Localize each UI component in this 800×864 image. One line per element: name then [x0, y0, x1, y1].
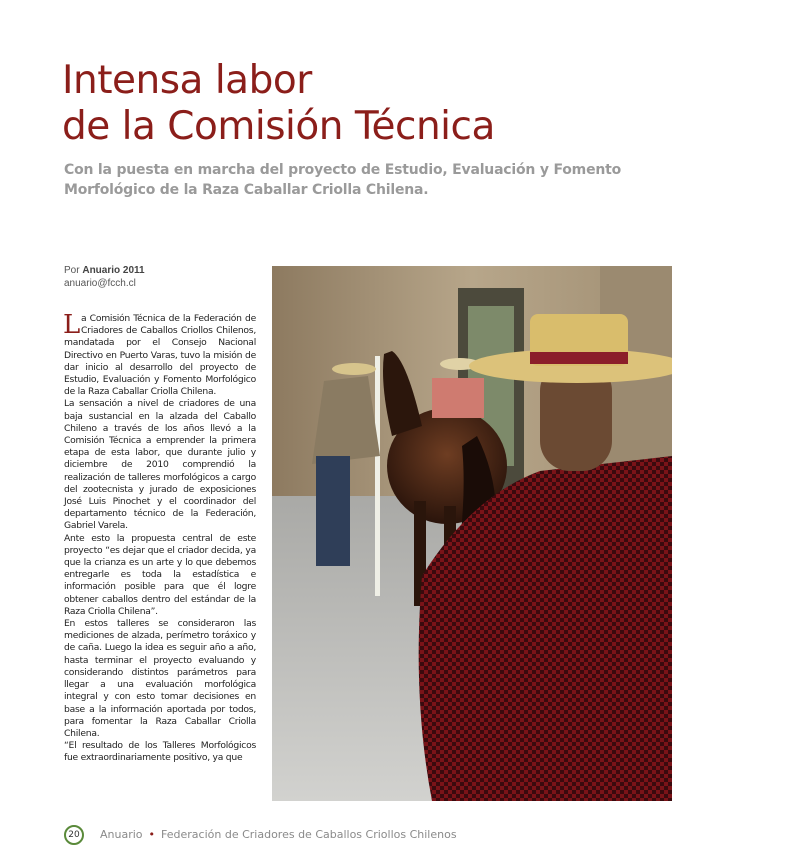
title-line-2: de la Comisión Técnica	[62, 104, 495, 149]
title-line-1: Intensa labor	[62, 58, 312, 103]
article-photo	[272, 266, 672, 801]
footer-publication: Anuario	[100, 828, 143, 841]
man-right-hat-band	[530, 352, 628, 364]
man-left-legs	[316, 456, 350, 566]
paragraph-5: “El resultado de los Talleres Morfológicos fue extraordinariamente positivo, ya que	[64, 740, 256, 764]
byline-author: Anuario 2011	[82, 265, 145, 276]
page-footer	[64, 826, 764, 846]
measuring-stick	[375, 356, 380, 596]
footer-text	[100, 828, 457, 841]
article-title	[62, 58, 495, 150]
subtitle-line-2: Morfológico de la Raza Caballar Criolla Chilena.	[64, 182, 429, 198]
man-left-hat	[332, 363, 376, 375]
drop-cap: L	[63, 310, 81, 340]
byline	[64, 264, 145, 290]
article-subtitle	[64, 160, 664, 200]
paragraph-3: Ante esto la propuesta central de este proyecto “es dejar que el criador decida, ya que la crianza es un arte y lo que debemos entregarle es toda la estadística e información posible para que él logre obtener caballos dentro del estándar de la Raza Criolla Chilena”.	[64, 532, 256, 617]
byline-prefix: Por	[64, 265, 80, 276]
paragraph-2: La sensación a nivel de criadores de una baja sustancial en la alzada del Caballo Chileno a través de los años llevó a la Comisión Técnica a emprender la primera etapa de esta labor, que durante julio y diciembre de 2010 comprendió la realización de talleres morfológicos a cargo del zootecnista y jurado de exposiciones José Luis Pinochet y el coordinador del departamento técnico de la Federación, Gabriel Varela.	[64, 398, 256, 532]
article-body	[63, 310, 256, 765]
footer-organization: Federación de Criadores de Caballos Criollos Chilenos	[161, 828, 457, 841]
page-number-badge: 20	[64, 825, 84, 845]
footer-separator: •	[148, 828, 156, 841]
subtitle-line-1: Con la puesta en marcha del proyecto de Estudio, Evaluación y Fomento	[64, 162, 622, 178]
paragraph-1: La Comisión Técnica de la Federación de Criadores de Caballos Criollos Chilenos, mandatada por el Consejo Nacional Directivo en Puerto Varas, tuvo la misión de dar inicio al desarrollo del proyecto de Estudio, Evaluación y Fomento Morfológico de la Raza Caballar Criolla Chilena.	[63, 310, 256, 398]
man-center-shirt	[432, 378, 484, 418]
byline-email[interactable]: anuario@fcch.cl	[64, 278, 136, 289]
paragraph-4: En estos talleres se consideraron las mediciones de alzada, perímetro toráxico y de caña. Luego la idea es seguir año a año, hasta terminar el proyecto evaluando y considerando distintos parámetros para llegar a una evaluación morfológica integral y con esto tomar decisiones en base a la información aportada por todos, para fomentar la Raza Caballar Criolla Chilena.	[64, 618, 256, 739]
